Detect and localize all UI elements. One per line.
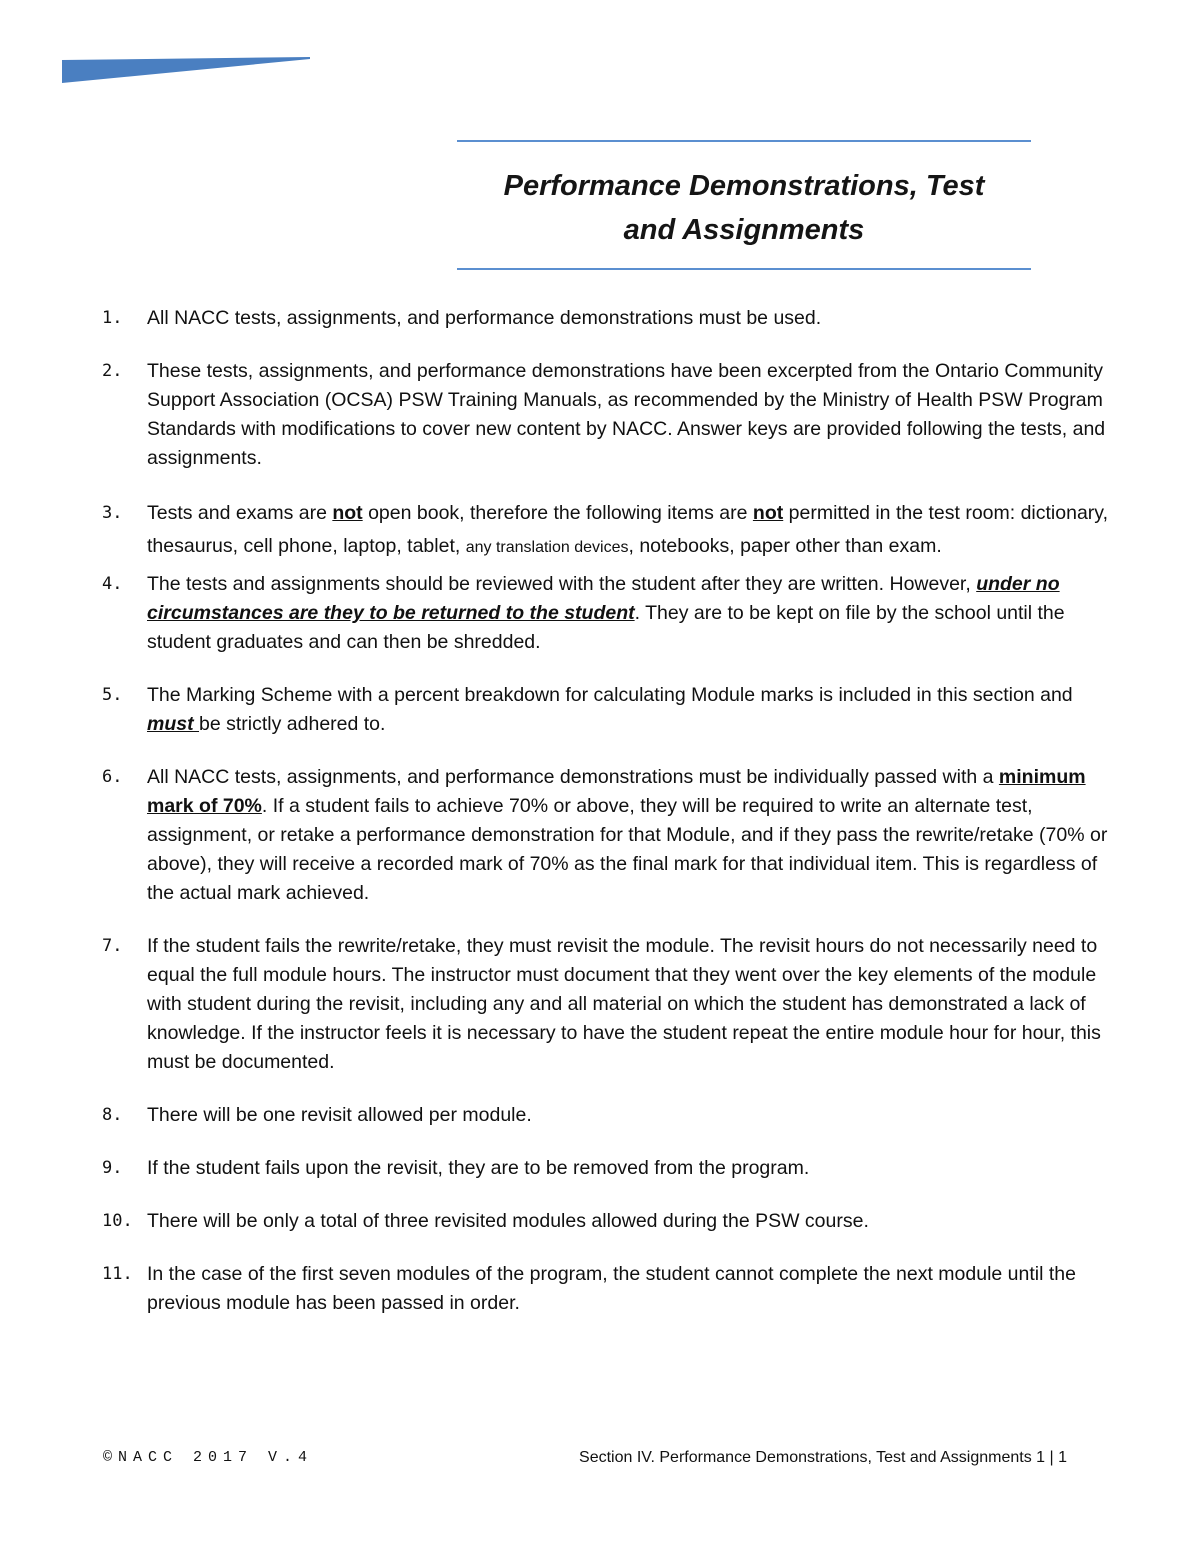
- text-segment: There will be one revisit allowed per module.: [147, 1104, 532, 1126]
- rule-item: [102, 1207, 1112, 1236]
- text-segment: The tests and assignments should be reviewed with the student after they are written. However,: [147, 573, 977, 595]
- rule-item: [102, 497, 1112, 564]
- page-title-line-1: Performance Demonstrations, Test: [503, 170, 985, 202]
- rule-item-number: 11.: [102, 1264, 133, 1284]
- rule-item-number: 6.: [102, 767, 123, 787]
- text-segment: . If a student fails to achieve 70% or above, they will be required to write an alternate test, assignment, or retake a performance demonstration for that Module, and if they pass the rewrite/retake (70% or above), they will receive a recorded mark of 70% as the final mark for that individual item. This is regardless of the actual mark achieved.: [147, 795, 1108, 904]
- header-accent-bar: [62, 57, 310, 83]
- text-segment: In the case of the first seven modules of the program, the student cannot complete the next module until the previous module has been passed in order.: [147, 1263, 1076, 1314]
- emphasis-text: minimum mark of 70%: [147, 766, 1086, 817]
- rule-item-text: [147, 502, 1108, 557]
- rule-item-text: [147, 684, 1073, 735]
- rule-item: [102, 1260, 1112, 1318]
- rule-item-text: [147, 1104, 532, 1126]
- text-segment: If the student fails the rewrite/retake, they must revisit the module. The revisit hours do not necessarily need to equal the full module hours. The instructor must document that they went over the key elements of the module with student during the revisit, including any and all material on which the student has demonstrated a lack of knowledge. If the instructor feels it is necessary to have the student repeat the entire module hour for hour, this must be documented.: [147, 935, 1101, 1073]
- rule-item-number: 5.: [102, 685, 123, 705]
- emphasis-text: must: [147, 713, 200, 735]
- rule-item: [102, 570, 1112, 657]
- text-segment: . They are to be kept on file by the school until the student graduates and can then be shredded.: [147, 602, 1065, 653]
- text-segment: permitted in the test room: dictionary, thesaurus, cell phone, laptop, tablet,: [147, 502, 1109, 557]
- rule-item-text: [147, 935, 1101, 1073]
- rule-item: [102, 763, 1112, 908]
- title-bottom-rule: [457, 268, 1031, 270]
- emphasis-text: any translation devices: [465, 539, 629, 556]
- text-segment: There will be only a total of three revisited modules allowed during the PSW course.: [147, 1210, 869, 1232]
- page-title: [457, 142, 1031, 268]
- rules-list: [102, 304, 1112, 1318]
- text-segment: All NACC tests, assignments, and performance demonstrations must be used.: [147, 307, 822, 329]
- rule-item-number: 2.: [102, 361, 123, 381]
- page-title-line-2: and Assignments: [623, 214, 865, 246]
- rule-item-text: [147, 1210, 869, 1232]
- rule-item: [102, 304, 1112, 333]
- footer-copyright: ©NACC 2017 V.4: [103, 1449, 314, 1466]
- text-segment: , notebooks, paper other than exam.: [628, 535, 942, 557]
- emphasis-text: not: [752, 502, 784, 524]
- text-segment: be strictly adhered to.: [199, 713, 386, 735]
- rule-item-text: [147, 1263, 1076, 1314]
- rule-item: [102, 681, 1112, 739]
- rule-item: [102, 1154, 1112, 1183]
- footer-section-label: Section IV. Performance Demonstrations, Test and Assignments 1 | 1: [579, 1449, 1067, 1466]
- rule-item-number: 10.: [102, 1211, 133, 1231]
- text-segment: All NACC tests, assignments, and performance demonstrations must be individually passed with a: [147, 766, 999, 788]
- rule-item-number: 8.: [102, 1105, 123, 1125]
- rule-item-number: 7.: [102, 936, 123, 956]
- rule-item-number: 1.: [102, 308, 123, 328]
- rule-item-text: [147, 360, 1105, 469]
- text-segment: If the student fails upon the revisit, they are to be removed from the program.: [147, 1157, 810, 1179]
- rule-item-number: 3.: [102, 503, 123, 523]
- rule-item: [102, 1101, 1112, 1130]
- text-segment: Tests and exams are: [147, 502, 333, 524]
- rule-item-text: [147, 766, 1107, 904]
- rule-item-number: 9.: [102, 1158, 123, 1178]
- rule-item-text: [147, 573, 1065, 653]
- rule-item: [102, 357, 1112, 473]
- emphasis-text: not: [332, 502, 363, 524]
- rule-item: [102, 932, 1112, 1077]
- rule-item-text: [147, 307, 821, 329]
- text-segment: The Marking Scheme with a percent breakdown for calculating Module marks is included in this section and: [147, 684, 1073, 706]
- text-segment: open book, therefore the following items are: [362, 502, 753, 524]
- rule-item-number: 4.: [102, 574, 123, 594]
- emphasis-text: under no circumstances are they to be returned to the student: [147, 573, 1060, 624]
- rule-item-text: [147, 1157, 809, 1179]
- title-block: [457, 140, 1031, 270]
- text-segment: These tests, assignments, and performance demonstrations have been excerpted from the Ontario Community Support Association (OCSA) PSW Training Manuals, as recommended by the Ministry of Health PSW Program Standards with modifications to cover new content by NACC. Answer keys are provided following the tests, and assignments.: [147, 360, 1106, 469]
